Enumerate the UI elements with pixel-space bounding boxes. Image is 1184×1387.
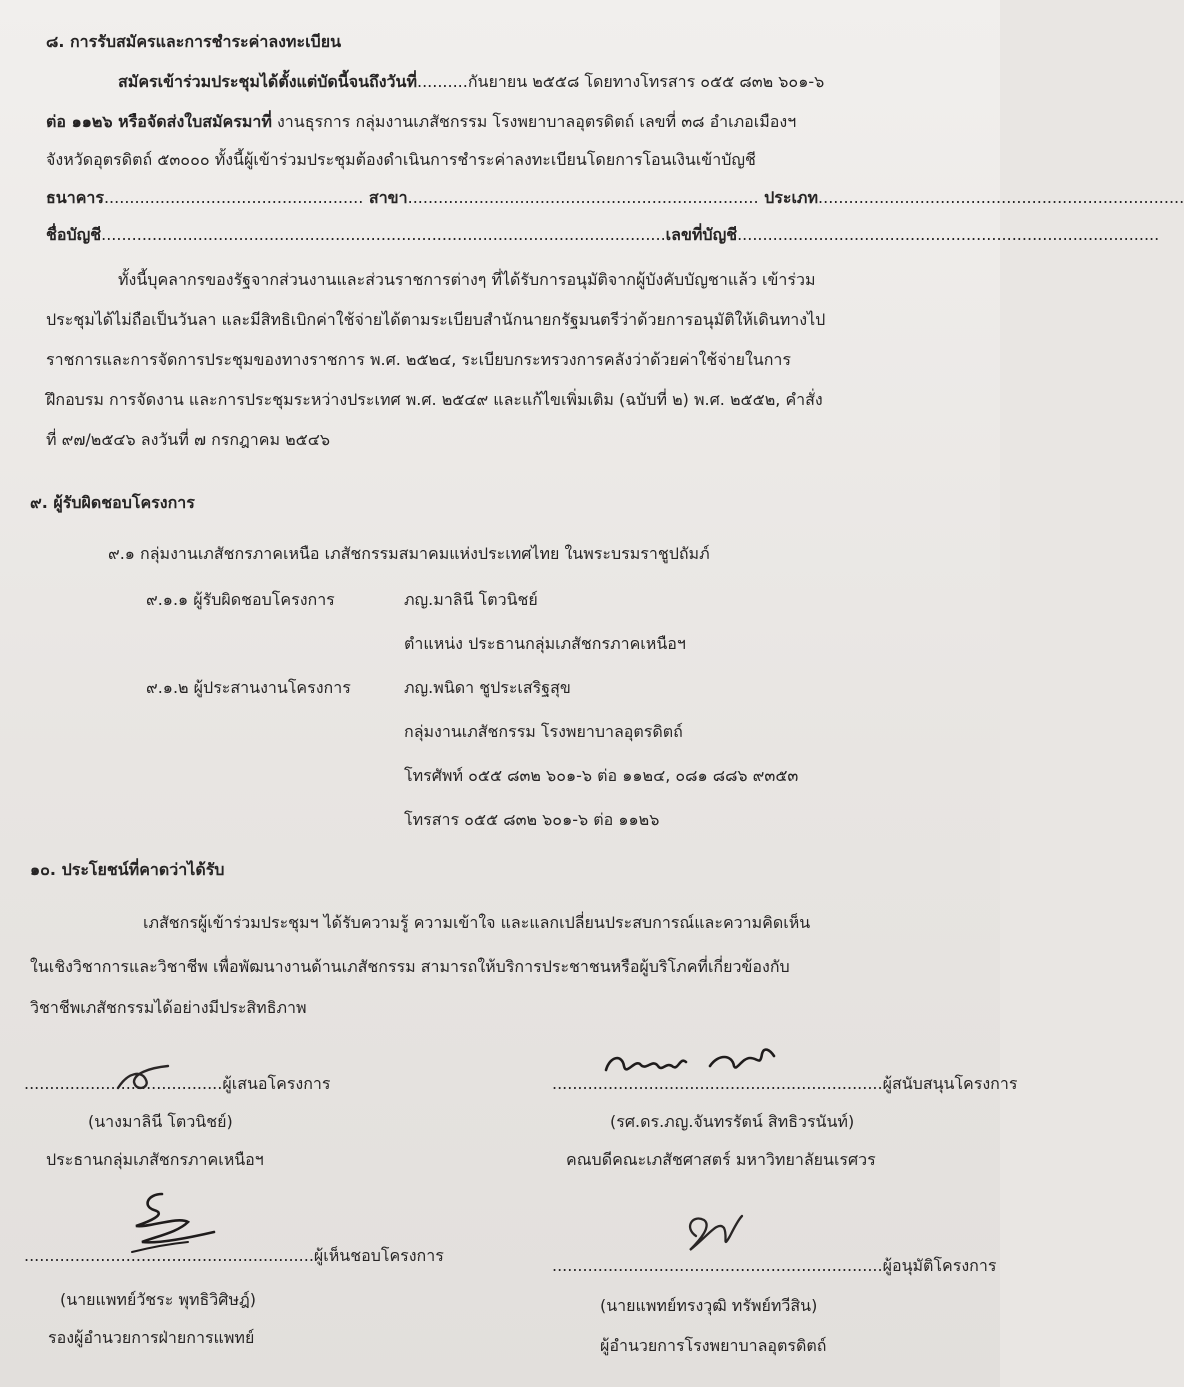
sec9-item1-name: ภญ.มาลินี โตวนิชย์ [404,590,538,609]
branch-dots: ..................................................................... [407,188,759,207]
sec8-p1-line2-rest: งานธุรการ กลุ่มงานเภสัชกรรม โรงพยาบาลอุตรดิตถ์ เลขที่ ๓๘ อำเภอเมืองฯ [271,112,797,131]
sec9-item1-label: ๙.๑.๑ ผู้รับผิดชอบโครงการ [146,590,335,609]
endorser-signature-line: .........................................................ผู้เห็นชอบโครงการ [24,1246,444,1265]
sec8-p1-line1-bold: สมัครเข้าร่วมประชุมได้ตั้งแต่บัดนี้จนถึงวันที่ [118,72,417,91]
account-number-dots: ................................................................................... [737,225,1160,244]
proposer-name: (นางมาลินี โตวนิชย์) [88,1112,233,1131]
bank-line [46,188,1184,208]
supporter-signature-line: .................................................................ผู้สนับสนุนโครงการ [552,1074,1018,1093]
account-number-label: เลขที่บัญชี [665,225,738,244]
proposer-signature-line: .......................................ผู้เสนอโครงการ [24,1074,331,1093]
sec9-item2-name: ภญ.พนิดา ชูประเสริฐสุข [404,678,571,697]
sec8-p2-line3: ราชการและการจัดการประชุมของทางราชการ พ.ศ. ๒๕๒๔, ระเบียบกระทรวงการคลังว่าด้วยค่าใช้จ่ายในการ [46,350,791,369]
endorser-name: (นายแพทย์วัชระ พุทธิวิศิษฎ์) [60,1290,256,1309]
sec8-p1-line2 [46,112,796,132]
supporter-position: คณบดีคณะเภสัชศาสตร์ มหาวิทยาลัยนเรศวร [566,1150,876,1169]
supporter-name: (รศ.ดร.ภญ.จันทรรัตน์ สิทธิวรนันท์) [610,1112,855,1131]
sec9-item2-fax: โทรสาร ๐๕๕ ๘๓๒ ๖๐๑-๖ ต่อ ๑๑๒๖ [404,810,660,829]
approver-position: ผู้อำนวยการโรงพยาบาลอุตรดิตถ์ [600,1336,827,1355]
account-type-label: ประเภท [758,188,819,207]
endorser-position: รองผู้อำนวยการฝ่ายการแพทย์ [48,1328,255,1347]
account-line [46,225,1159,245]
approver-signature-line: .................................................................ผู้อนุมัติโครงการ [552,1256,997,1275]
approver-name: (นายแพทย์ทรงวุฒิ ทรัพย์ทวีสิน) [600,1296,818,1315]
section-9-heading: ๙. ผู้รับผิดชอบโครงการ [30,493,195,512]
account-name-dots: ............................................................................................................... [101,225,666,244]
sec8-p2-line5: ที่ ๙๗/๒๕๔๖ ลงวันที่ ๗ กรกฎาคม ๒๕๔๖ [46,430,331,449]
account-name-label: ชื่อบัญชี [46,225,102,244]
bank-label: ธนาคาร [46,188,104,207]
sec9-sub1: ๙.๑ กลุ่มงานเภสัชกรภาคเหนือ เภสัชกรรมสมาคมแห่งประเทศไทย ในพระบรมราชูปถัมภ์ [108,544,710,563]
sec8-p2-line1: ทั้งนี้บุคลากรของรัฐจากส่วนงานและส่วนราชการต่างๆ ที่ได้รับการอนุมัติจากผู้บังคับบัญชาแล้ว เข้าร่วม [118,270,816,289]
sec8-p1-line3: จังหวัดอุตรดิตถ์ ๕๓๐๐๐ ทั้งนี้ผู้เข้าร่วมประชุมต้องดำเนินการชำระค่าลงทะเบียนโดยการโอนเงินเข้าบัญชี [46,150,756,169]
account-type-dots: ........................................................................ [818,188,1184,207]
sec9-item2-org: กลุ่มงานเภสัชกรรม โรงพยาบาลอุตรดิตถ์ [404,722,683,741]
proposer-position: ประธานกลุ่มเภสัชกรภาคเหนือฯ [46,1150,264,1169]
sec9-item1-position: ตำแหน่ง ประธานกลุ่มเภสัชกรภาคเหนือฯ [404,634,686,653]
sec10-line3: วิชาชีพเภสัชกรรมได้อย่างมีประสิทธิภาพ [30,998,307,1017]
branch-label: สาขา [363,188,408,207]
section-10-heading: ๑๐. ประโยชน์ที่คาดว่าได้รับ [30,860,225,879]
sec10-line2: ในเชิงวิชาการและวิชาชีพ เพื่อพัฒนางานด้านเภสัชกรรม สามารถให้บริการประชาชนหรือผู้บริโภคที่เกี่ยวข้องกับ [30,957,790,976]
sec8-p2-line2: ประชุมได้ไม่ถือเป็นวันลา และมีสิทธิเบิกค่าใช้จ่ายได้ตามระเบียบสำนักนายกรัฐมนตรีว่าด้วยการอนุมัติให้เดินทางไป [46,310,826,329]
sec9-item2-phone: โทรศัพท์ ๐๕๕ ๘๓๒ ๖๐๑-๖ ต่อ ๑๑๒๔, ๐๘๑ ๘๘๖ ๙๓๕๓ [404,766,799,785]
sec8-p1-line2-bold: ต่อ ๑๑๒๖ หรือจัดส่งใบสมัครมาที่ [46,112,272,131]
bank-dots: ................................................... [103,188,364,207]
section-8-heading: ๘. การรับสมัครและการชำระค่าลงทะเบียน [46,32,342,51]
sec8-p2-line4: ฝึกอบรม การจัดงาน และการประชุมระหว่างประเทศ พ.ศ. ๒๕๔๙ และแก้ไขเพิ่มเติม (ฉบับที่ ๒) พ.ศ. ๒๕๕๒, คำสั่ง [46,390,823,409]
sec8-p1-line1 [118,72,824,92]
sec10-line1: เภสัชกรผู้เข้าร่วมประชุมฯ ได้รับความรู้ ความเข้าใจ และแลกเปลี่ยนประสบการณ์และความคิดเห็น [143,913,811,932]
sec8-p1-line1-rest: ..........กันยายน ๒๕๕๘ โดยทางโทรสาร ๐๕๕ ๘๓๒ ๖๐๑-๖ [416,72,825,91]
sec9-item2-label: ๙.๑.๒ ผู้ประสานงานโครงการ [146,678,351,697]
